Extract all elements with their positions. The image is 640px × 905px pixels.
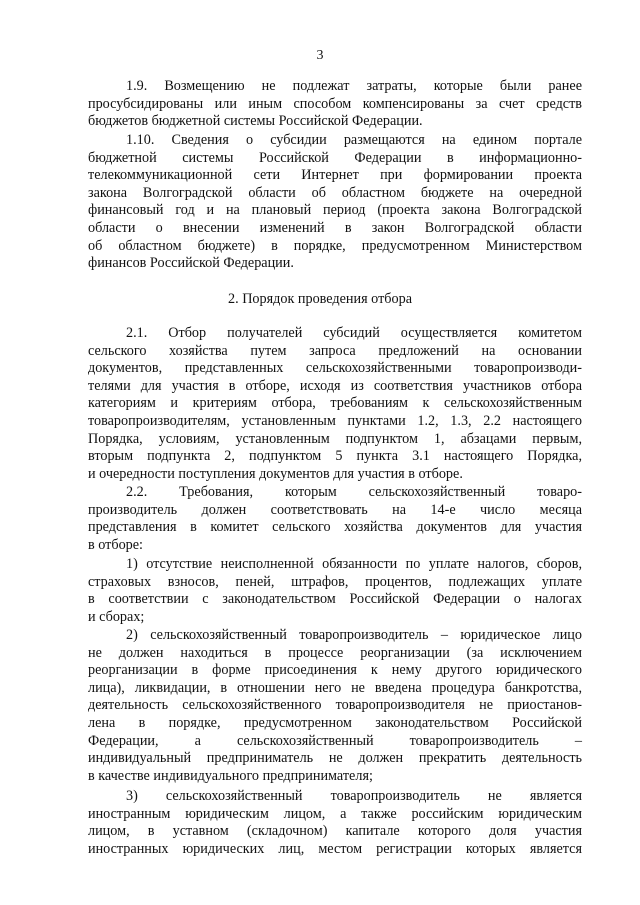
paragraph-line: в качестве индивидуального предпринимателя; (88, 767, 373, 784)
paragraph-line: производитель должен соответствовать на 14-е число месяца (88, 501, 582, 518)
paragraph-line: телями для участия в отборе, исходя из соответствия участников отбора (88, 377, 582, 394)
paragraph-line: Федерации, а сельскохозяйственный товаропроизводитель – (88, 732, 582, 749)
paragraph-line: закона Волгоградской области об областном бюджете на очередной (88, 184, 582, 201)
list-item-1 (88, 556, 582, 626)
paragraph-line: не должен находиться в процессе реорганизации (за исключением (88, 644, 582, 661)
paragraph-line: лицом, в уставном (складочном) капитале которого доля участия (88, 823, 582, 840)
page-number: 3 (316, 48, 324, 63)
paragraph-line: бюджетов бюджетной системы Российской Федерации. (88, 113, 423, 130)
paragraph-1-9 (88, 78, 582, 131)
paragraph-line: бюджетной системы Российской Федерации в информационно- (88, 149, 582, 166)
paragraph-line: в соответствии с законодательством Российской Федерации о налогах (88, 591, 582, 608)
paragraph-line: категориям и критериям отбора, требованиям к сельскохозяйственным (88, 395, 582, 412)
paragraph-line: 1.9. Возмещению не подлежат затраты, которые были ранее (126, 78, 582, 94)
paragraph-line: области о внесении изменений в закон Волгоградской области (88, 219, 582, 236)
paragraph-line: финансовый год и на плановый период (проекта закона Волгоградской (88, 202, 582, 219)
paragraph-line: и сборах; (88, 608, 145, 625)
paragraph-line: вторым подпункта 2, подпунктом 5 пункта 3.1 настоящего Порядка, (88, 448, 582, 465)
paragraph-line: 3) сельскохозяйственный товаропроизводитель не является (126, 788, 582, 804)
paragraph-line: страховых взносов, пеней, штрафов, процентов, подлежащих уплате (88, 573, 582, 590)
list-item-3 (88, 788, 582, 858)
paragraph-line: лена в порядке, предусмотренном законодательством Российской (88, 714, 582, 731)
paragraph-line: документов, представленных сельскохозяйственными товаропроизводи- (88, 360, 582, 377)
paragraph-1-10 (88, 132, 582, 273)
paragraph-line: в отборе: (88, 536, 143, 553)
paragraph-line: деятельность сельскохозяйственного товаропроизводителя не приостанов- (88, 697, 582, 714)
paragraph-line: Порядка, условиям, установленным подпунктом 1, абзацами первым, (88, 430, 582, 447)
section-heading: 2. Порядок проведения отбора (228, 291, 412, 307)
paragraph-line: и очередности поступления документов для участия в отборе. (88, 465, 463, 482)
paragraph-line: об областном бюджете) в порядке, предусмотренном Министерством (88, 237, 582, 254)
list-item-2 (88, 627, 582, 785)
paragraph-line: 2.2. Требования, которым сельскохозяйственный товаро- (126, 484, 582, 500)
paragraph-2-1 (88, 325, 582, 483)
paragraph-line: 2) сельскохозяйственный товаропроизводитель – юридическое лицо (126, 627, 582, 643)
paragraph-line: сельского хозяйства путем запроса предложений на основании (88, 342, 582, 359)
paragraph-line: индивидуальный предприниматель не должен прекратить деятельность (88, 750, 582, 767)
paragraph-line: просубсидированы или иным способом компенсированы за счет средств (88, 95, 582, 112)
paragraph-line: товаропроизводителям, установленным пунктами 1.2, 1.3, 2.2 настоящего (88, 412, 582, 429)
paragraph-line: финансов Российской Федерации. (88, 255, 294, 272)
paragraph-line: 1.10. Сведения о субсидии размещаются на едином портале (126, 132, 582, 148)
paragraph-line: 2.1. Отбор получателей субсидий осуществляется комитетом (126, 325, 582, 341)
paragraph-line: реорганизации в форме присоединения к нему другого юридического (88, 662, 582, 679)
paragraph-line: иностранным юридическим лицом, а также российским юридическим (88, 805, 582, 822)
paragraph-line: иностранных юридических лиц, местом регистрации которых является (88, 840, 582, 857)
paragraph-line: телекоммуникационной сети Интернет при формировании проекта (88, 167, 582, 184)
paragraph-line: представления в комитет сельского хозяйства документов для участия (88, 519, 582, 536)
paragraph-line: 1) отсутствие неисполненной обязанности по уплате налогов, сборов, (126, 556, 582, 572)
paragraph-line: лица), ликвидации, в отношении него не введена процедура банкротства, (88, 679, 582, 696)
paragraph-2-2 (88, 484, 582, 554)
